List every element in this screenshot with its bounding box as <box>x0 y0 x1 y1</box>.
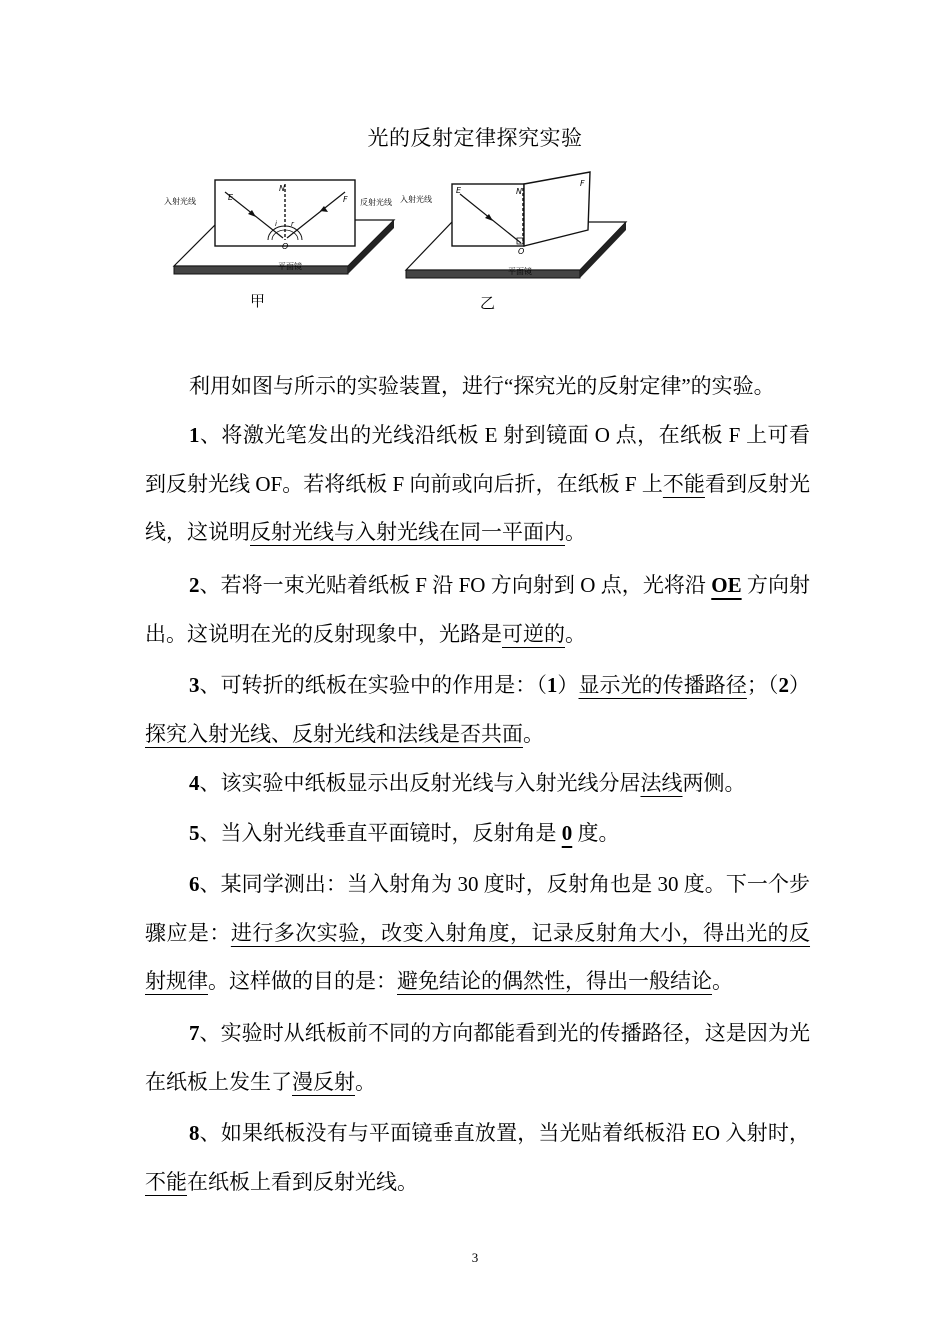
question-3 <box>145 661 810 758</box>
intro-text: 利用如图与所示的实验装置，进行“探究光的反射定律”的实验。 <box>189 374 775 398</box>
intro-paragraph <box>145 362 810 411</box>
q3-sub-number-1: 1 <box>546 673 558 697</box>
yi-mirror-side <box>406 270 580 278</box>
page-title: 光的反射定律探究实验 <box>367 126 583 150</box>
yi-mirror-label: 平面镜 <box>508 267 532 276</box>
q5-answer-1: 0 <box>561 821 573 845</box>
yi-label-e: E <box>456 186 462 195</box>
q1-answer-2: 反射光线与入射光线在同一平面内 <box>250 520 565 544</box>
q2-number: 2 <box>189 573 200 597</box>
q3-answer-1: 显示光的传播路径 <box>578 673 747 697</box>
jia-mirror-label: 平面镜 <box>278 262 302 271</box>
q7-text-1: 、实验时从纸板前不同的方向都能看到光的传播路径，这是因为光在纸板上发生了 <box>145 1021 810 1094</box>
q8-number: 8 <box>189 1121 200 1145</box>
figure-yi <box>400 172 626 278</box>
q2-text-3: 。 <box>565 621 586 646</box>
question-7 <box>145 1009 810 1106</box>
jia-label-r: r <box>291 220 294 228</box>
q1-text-3: 。 <box>565 520 586 544</box>
q6-number: 6 <box>189 872 200 896</box>
question-1 <box>145 411 810 557</box>
figure-jia <box>164 180 394 274</box>
q7-number: 7 <box>189 1021 200 1045</box>
q4-text-1: 、该实验中纸板显示出反射光线与入射光线分居 <box>199 771 641 795</box>
q5-text-2: 度。 <box>572 821 620 845</box>
q1-text-2: 看到反射光线，这说明 <box>145 471 811 544</box>
q8-answer-1: 不能 <box>145 1169 187 1194</box>
jia-label-i: i <box>275 220 277 228</box>
q3-text-1: 、可转折的纸板在实验中的作用是：（ <box>199 673 547 697</box>
jia-label-e: E <box>228 193 234 202</box>
q7-answer-1: 漫反射 <box>292 1069 355 1094</box>
q1-number: 1 <box>189 423 200 447</box>
q7-text-2: 。 <box>355 1069 376 1094</box>
question-5 <box>145 809 810 858</box>
q5-text-1: 、当入射光线垂直平面镜时，反射角是 <box>199 821 562 845</box>
q6-text-3: 。 <box>712 969 733 993</box>
jia-label-n: N <box>279 184 285 193</box>
q3-text-3: ；（ <box>746 673 779 697</box>
experiment-figures <box>160 168 760 318</box>
q2-text-1: 、若将一束光贴着纸板 F 沿 FO 方向射到 O 点，光将沿 <box>199 573 712 597</box>
jia-reflected-label: 反射光线 <box>360 198 392 207</box>
q6-text-2: 。这样做的目的是： <box>208 969 397 993</box>
q1-answer-1: 不能 <box>662 471 705 496</box>
q3-text-2: ） <box>557 673 579 697</box>
q4-text-2: 两侧。 <box>682 771 746 795</box>
q6-answer-2: 避免结论的偶然性，得出一般结论 <box>397 969 712 993</box>
q5-number: 5 <box>189 821 200 845</box>
q3-answer-2: 探究入射光线、反射光线和法线是否共面 <box>145 721 523 746</box>
q2-answer-1: OE <box>711 573 742 597</box>
figure-jia-caption: 甲 <box>250 292 266 310</box>
q3-sub-number-2: 2 <box>778 673 789 697</box>
figure-yi-caption: 乙 <box>480 294 496 312</box>
q1-text-1: 、将激光笔发出的光线沿纸板 E 射到镜面 O 点，在纸板 F 上可看到反射光线 OF。若将纸板 F 向前或向后折，在纸板 F 上 <box>145 423 810 496</box>
jia-label-o: O <box>282 242 289 251</box>
q2-answer-2: 可逆的 <box>502 621 565 646</box>
page-number: 3 <box>471 1250 479 1265</box>
q3-text-5: 。 <box>523 721 544 746</box>
yi-incident-label: 入射光线 <box>400 195 432 204</box>
q8-text-1: 、如果纸板没有与平面镜垂直放置，当光贴着纸板沿 EO 入射时， <box>199 1121 810 1145</box>
q8-text-2: 在纸板上看到反射光线。 <box>187 1169 418 1194</box>
yi-label-n: N <box>516 187 522 196</box>
q6-text-1: 、某同学测出：当入射角为 30 度时，反射角也是 30 度。下一个步骤应是： <box>145 872 810 945</box>
question-6 <box>145 860 810 1006</box>
yi-label-f: F <box>580 179 585 188</box>
question-4 <box>145 759 810 808</box>
question-8 <box>145 1109 810 1206</box>
yi-label-o: O <box>518 247 525 256</box>
q2-text-2: 方向射出。这说明在光的反射现象中，光路是 <box>145 573 810 646</box>
q6-answer-1: 进行多次实验，改变入射角度，记录反射角大小，得出光的反射规律 <box>145 920 811 993</box>
q3-text-4: ） <box>788 673 811 697</box>
jia-incident-label: 入射光线 <box>164 197 196 206</box>
q4-answer-1: 法线 <box>640 771 683 795</box>
q3-number: 3 <box>189 673 200 697</box>
jia-mirror-side <box>174 266 348 274</box>
question-2 <box>145 561 810 658</box>
jia-label-f: F <box>343 195 348 204</box>
q4-number: 4 <box>189 771 200 795</box>
